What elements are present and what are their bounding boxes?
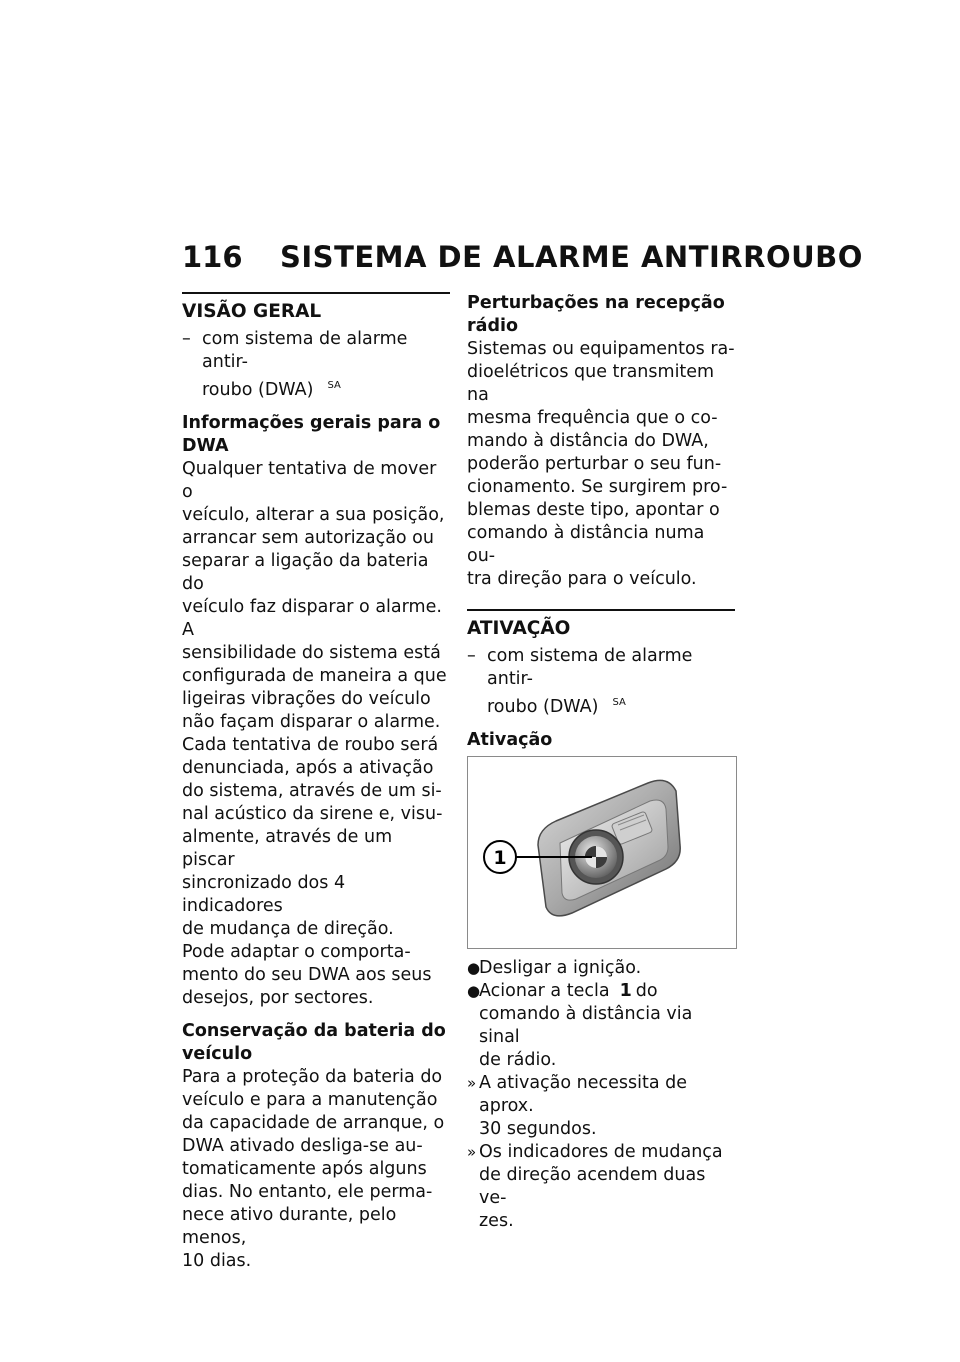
sa-tag: SA	[327, 380, 341, 391]
paragraph-radio	[467, 338, 735, 591]
result-text: Os indicadores de mudança	[479, 1141, 723, 1162]
remote-key-illustration	[468, 757, 738, 950]
result-text: de direção acendem duas ve-	[479, 1164, 706, 1208]
subheading-battery: veículo	[182, 1043, 253, 1064]
result-marker: »	[467, 1073, 477, 1092]
step-text: do	[635, 980, 658, 1001]
option-line: com sistema de alarme antir-	[202, 329, 408, 372]
text-line: arrancar sem autorização ou	[182, 527, 434, 548]
dash-marker: –	[467, 646, 476, 666]
text-line: não façam disparar o alarme.	[182, 711, 441, 732]
text-line: nece ativo durante, pelo menos,	[182, 1204, 397, 1248]
text-line: tomaticamente após alguns	[182, 1158, 427, 1179]
text-line: cionamento. Se surgirem pro-	[467, 477, 728, 497]
text-line: mento do seu DWA aos seus	[182, 964, 432, 985]
text-line: Sistemas ou equipamentos ra-	[467, 339, 735, 359]
option-line: roubo (DWA)	[202, 379, 314, 400]
text-line: de mudança de direção.	[182, 918, 394, 939]
text-line: do sistema, através de um si-	[182, 780, 442, 801]
text-line: nal acústico da sirene e, visu-	[182, 803, 443, 824]
battery-block	[182, 1020, 450, 1273]
text-line: veículo e para a manutenção	[182, 1089, 438, 1110]
sa-tag: SA	[612, 697, 626, 708]
bullet-marker: ●	[467, 958, 481, 977]
text-line: almente, através de um piscar	[182, 826, 393, 870]
text-line: Pode adaptar o comporta-	[182, 941, 411, 962]
text-line: separar a ligação da bateria do	[182, 550, 429, 594]
page-header	[182, 240, 863, 280]
right-column	[467, 292, 735, 1233]
result-text: zes.	[479, 1210, 514, 1231]
radio-block	[467, 292, 735, 591]
step-item	[467, 957, 735, 980]
subheading-general-info: Informações gerais para o	[182, 412, 441, 433]
figure-callout-label: 1	[493, 846, 507, 869]
text-line: veículo faz disparar o alarme. A	[182, 596, 442, 640]
result-marker: »	[467, 1142, 477, 1161]
text-line: ligeiras vibrações do veículo	[182, 688, 431, 709]
text-line: sincronizado dos 4 indicadores	[182, 872, 346, 916]
text-line: Qualquer tentativa de mover o	[182, 458, 437, 502]
subheading-radio: Perturbações na recepção	[467, 293, 725, 313]
paragraph-battery	[182, 1066, 450, 1273]
equipment-option	[182, 328, 450, 402]
text-line: veículo, alterar a sua posição,	[182, 504, 445, 525]
text-line: tra direção para o veículo.	[467, 569, 697, 589]
equipment-option	[467, 645, 735, 719]
result-item	[467, 1141, 735, 1233]
text-line: mesma frequência que o co-	[467, 408, 718, 428]
remote-key-figure	[467, 756, 737, 949]
step-text: Desligar a ignição.	[479, 957, 642, 978]
subheading-activation: Ativação	[467, 729, 553, 750]
paragraph-adapt	[182, 941, 450, 1010]
section-title-activation: ATIVAÇÃO	[467, 609, 735, 641]
step-item	[467, 980, 735, 1072]
option-line: com sistema de alarme antir-	[487, 646, 693, 689]
text-line: poderão perturbar o seu fun-	[467, 454, 722, 474]
text-line: configurada de maneira a que	[182, 665, 447, 686]
paragraph-general-info	[182, 458, 450, 941]
general-info-block	[182, 412, 450, 1010]
step-text: Acionar a tecla	[479, 980, 610, 1001]
subheading-battery: Conservação da bateria do	[182, 1020, 446, 1041]
text-line: dias. No entanto, ele perma-	[182, 1181, 433, 1202]
text-line: comando à distância numa ou-	[467, 523, 705, 566]
text-line: da capacidade de arranque, o	[182, 1112, 445, 1133]
text-line: 10 dias.	[182, 1250, 252, 1271]
chapter-title: SISTEMA DE ALARME ANTIRROUBO	[280, 240, 863, 274]
page-number: 116	[182, 240, 243, 274]
dash-marker: –	[182, 329, 191, 349]
option-line: roubo (DWA)	[487, 696, 599, 717]
text-line: DWA ativado desliga-se au-	[182, 1135, 423, 1156]
text-line: Cada tentativa de roubo será	[182, 734, 439, 755]
subheading-radio: rádio	[467, 316, 518, 336]
step-text: comando à distância via sinal	[479, 1003, 693, 1047]
result-text: 30 segundos.	[479, 1118, 597, 1139]
key-reference: 1	[619, 980, 632, 1001]
result-item	[467, 1072, 735, 1141]
text-line: denunciada, após a ativação	[182, 757, 434, 778]
text-line: dioelétricos que transmitem na	[467, 362, 715, 405]
text-line: blemas deste tipo, apontar o	[467, 500, 720, 520]
text-line: Para a proteção da bateria do	[182, 1066, 443, 1087]
text-line: mando à distância do DWA,	[467, 431, 709, 451]
left-column	[182, 292, 450, 1283]
subheading-general-info: DWA	[182, 435, 229, 456]
text-line: sensibilidade do sistema está	[182, 642, 441, 663]
section-title-overview: VISÃO GERAL	[182, 292, 450, 324]
bullet-marker: ●	[467, 981, 481, 1000]
step-text: de rádio.	[479, 1049, 557, 1070]
text-line: desejos, por sectores.	[182, 987, 374, 1008]
result-text: A ativação necessita de aprox.	[479, 1072, 688, 1116]
